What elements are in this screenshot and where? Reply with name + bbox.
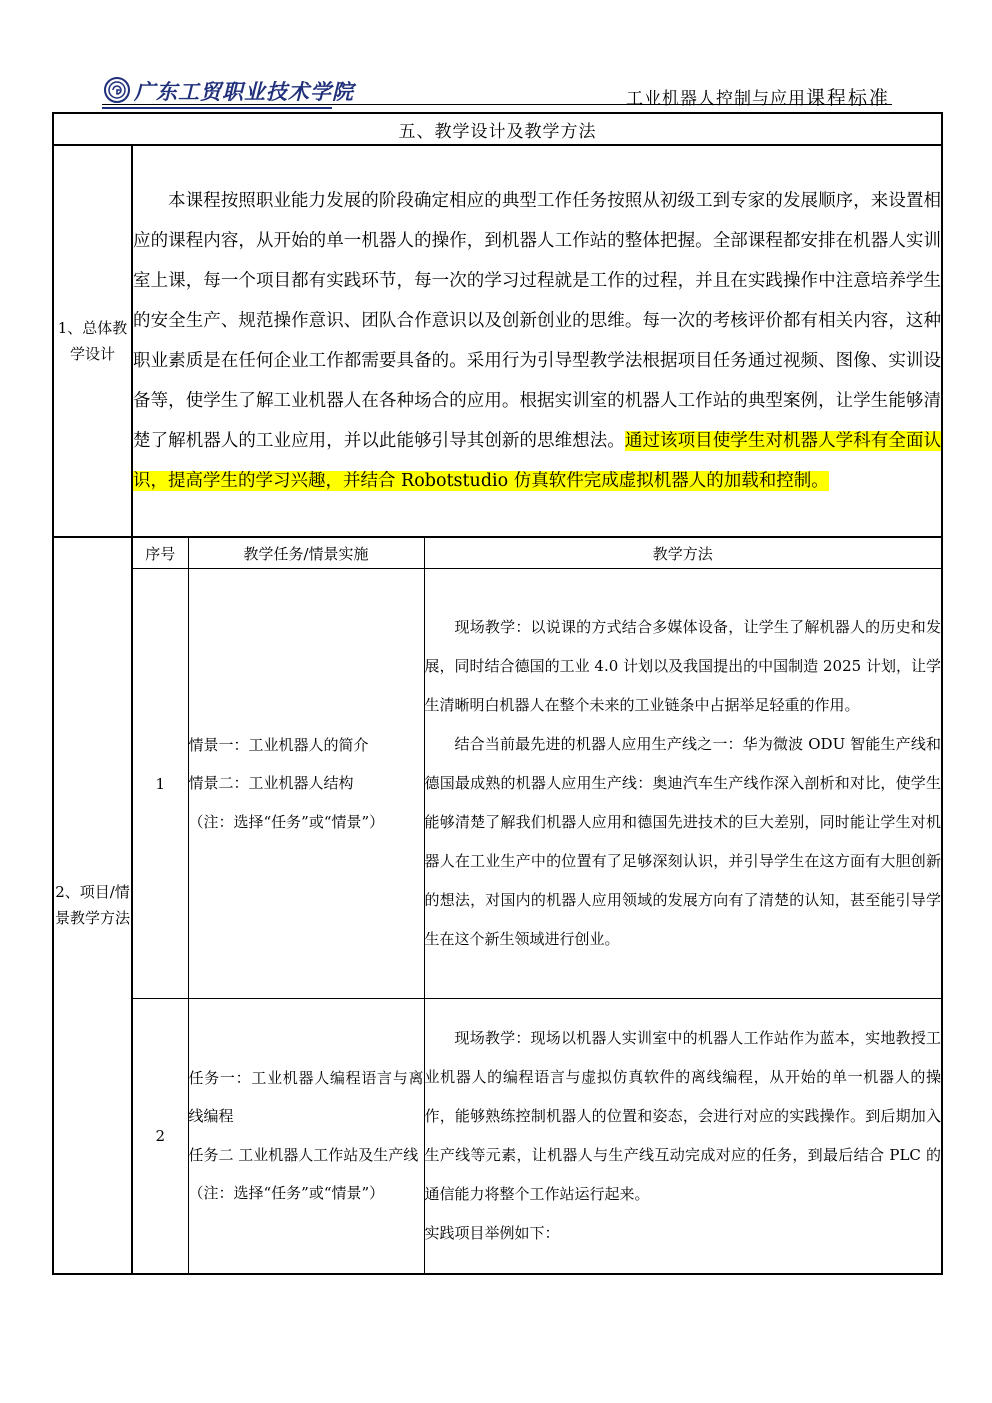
header-task: 教学任务/情景实施 [188, 538, 424, 569]
header-rule [102, 104, 892, 105]
overall-design-text [132, 145, 942, 537]
overall-design-label: 1、总体教学设计 [53, 145, 132, 537]
project-methods-table [133, 538, 941, 1273]
overall-design-body: 本课程按照职业能力发展的阶段确定相应的典型工作任务按照从初级工到专家的发展顺序，来设置相应的课程内容，从开始的单一机器人的操作，到机器人工作站的整体把握。全部课程都安排在机器人实训室上课，每一个项目都有实践环节，每一次的学习过程就是工作的过程，并且在实践操作中注意培养学生的安全生产、规范操作意识、团队合作意识以及创新创业的思维。每一次的考核评价都有相关内容，这种职业素质是在任何企业工作都需要具备的。采用行为引导型教学法根据项目任务通过视频、图像、实训设备等，使学生了解工业机器人在各种场合的应用。根据实训室的机器人工作站的典型案例，让学生能够清楚了解机器人的工业应用，并以此能够引导其创新的思维想法。 [133, 191, 941, 451]
task-line: 任务一：工业机器人编程语言与离线编程 [188, 1068, 424, 1126]
task-line: （注：选择“任务”或“情景”） [188, 812, 385, 831]
header-accent-rule [102, 107, 332, 109]
teaching-design-table [52, 112, 943, 1275]
overall-design-highlight: 通过该项目使学生对机器人学科有全面认识，提高学生的学习兴趣，并结合 Robotstudio 仿真软件完成虚拟机器人的加载和控制。 [133, 431, 942, 491]
task-line: （注：选择“任务”或“情景”） [188, 1184, 385, 1203]
row-task [188, 569, 424, 999]
project-methods-cell [132, 537, 942, 1274]
school-logo-icon [104, 77, 130, 103]
task-line: 情景二：工业机器人结构 [188, 774, 354, 793]
row-task [188, 999, 424, 1273]
project-methods-label: 2、项目/情景教学方法 [53, 537, 132, 1274]
school-name: 广东工贸职业技术学院 [134, 79, 354, 104]
document-title [626, 83, 890, 110]
task-line: 任务二 工业机器人工作站及生产线 [188, 1145, 419, 1164]
method-paragraph: 现场教学：以说课的方式结合多媒体设备，让学生了解机器人的历史和发展，同时结合德国的工业 4.0 计划以及我国提出的中国制造 2025 计划，让学生清晰明白机器人在整个未来的工业链条中占据举足轻重的作用。 [424, 618, 941, 714]
task-line: 情景一：工业机器人的简介 [188, 735, 369, 754]
row-method [424, 999, 941, 1273]
header-seq: 序号 [133, 538, 188, 569]
table-row [133, 569, 941, 999]
section-title: 五、教学设计及教学方法 [53, 113, 942, 145]
method-paragraph: 实践项目举例如下： [424, 1223, 560, 1242]
document-title-type: 课程标准 [805, 87, 890, 109]
row-method [424, 569, 941, 999]
method-paragraph: 现场教学：现场以机器人实训室中的机器人工作站作为蓝本，实地教授工业机器人的编程语言与虚拟仿真软件的离线编程，从开始的单一机器人的操作，能够熟练控制机器人的位置和姿态，会进行对应的实践操作。到后期加入生产线等元素，让机器人与生产线互动完成对应的任务，到最后结合 PLC 的通信能力将整个工作站运行起来。 [424, 1028, 941, 1203]
row-seq: 2 [133, 999, 188, 1273]
method-paragraph: 结合当前最先进的机器人应用生产线之一：华为微波 ODU 智能生产线和德国最成熟的机器人应用生产线：奥迪汽车生产线作深入剖析和对比，使学生能够清楚了解我们机器人应用和德国先进技术的巨大差别，同时能让学生对机器人在工业生产中的位置有了足够深刻认识，并引导学生在这方面有大胆创新的想法，对国内的机器人应用领域的发展方向有了清楚的认知，甚至能引导学生在这个新生领域进行创业。 [424, 735, 941, 948]
page-header [98, 74, 892, 108]
table-row [133, 999, 941, 1273]
row-seq: 1 [133, 569, 188, 999]
header-method: 教学方法 [424, 538, 941, 569]
document-title-course: 工业机器人控制与应用 [625, 89, 806, 109]
